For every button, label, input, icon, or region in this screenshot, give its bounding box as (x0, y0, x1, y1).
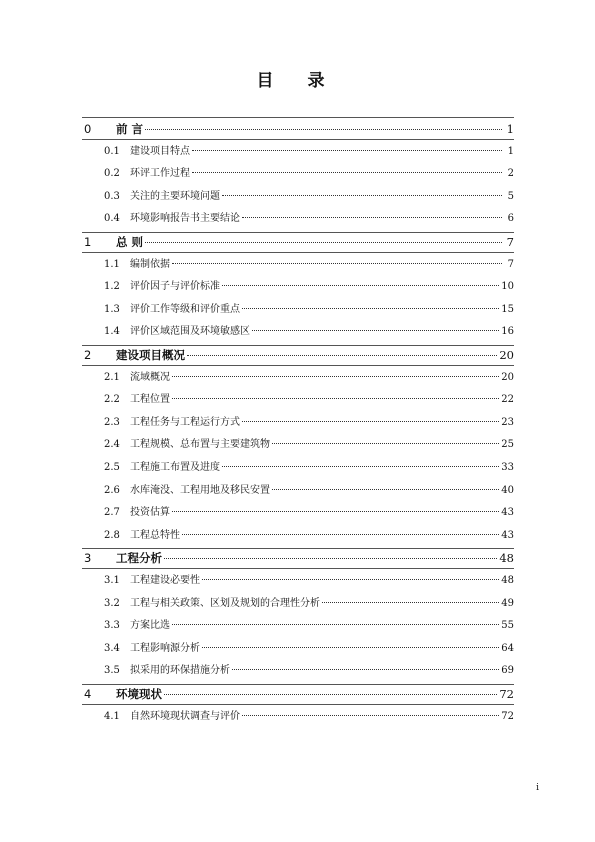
toc-entry-number: 2.6 (104, 484, 120, 496)
dot-leader (192, 150, 502, 151)
toc-section-entry[interactable] (104, 596, 514, 612)
toc-entry-number: 0.3 (104, 190, 120, 202)
dot-leader (232, 669, 499, 670)
toc-entry-title: 自然环境现状调查与评价 (130, 710, 240, 722)
toc-section-entry[interactable] (104, 528, 514, 544)
toc-entry-page: 64 (501, 642, 514, 654)
toc-section-entry[interactable] (104, 641, 514, 657)
dot-leader (272, 443, 499, 444)
toc-section-entry[interactable] (104, 437, 514, 453)
chapter-divider (82, 139, 514, 140)
toc-entry-title: 水库淹没、工程用地及移民安置 (130, 484, 270, 496)
toc-entry-page: 6 (507, 213, 514, 225)
top-rule (82, 117, 514, 118)
toc-entry-title: 工程位置 (130, 394, 170, 406)
dot-leader (145, 129, 502, 130)
dot-leader (164, 558, 497, 559)
toc-chapter-entry[interactable] (84, 347, 514, 363)
toc-entry-title: 工程施工布置及进度 (130, 462, 220, 473)
toc-entry-page: 69 (501, 665, 514, 677)
toc-section-entry[interactable] (104, 505, 514, 521)
toc-section-entry[interactable] (104, 460, 514, 476)
toc-entry-title: 工程影响源分析 (130, 642, 200, 654)
toc-entry-page: 10 (501, 281, 514, 293)
dot-leader (192, 172, 502, 173)
dot-leader (172, 511, 499, 512)
page-number: i (536, 783, 539, 793)
toc-section-entry[interactable] (104, 573, 514, 589)
toc-entry-title: 评价区域范围及环境敏感区 (130, 326, 250, 338)
toc-section-entry[interactable] (104, 257, 514, 273)
toc-entry-number: 1 (84, 235, 92, 249)
dot-leader (322, 602, 499, 603)
toc-entry-number: 1.4 (104, 326, 120, 338)
dot-leader (172, 624, 499, 625)
dot-leader (222, 285, 499, 286)
toc-entry-title: 评价因子与评价标准 (130, 281, 220, 293)
toc-entry-number: 4 (84, 687, 92, 701)
toc-entry-title: 评价工作等级和评价重点 (130, 303, 240, 315)
toc-entry-number: 2.2 (104, 394, 120, 406)
toc-entry-number: 3.4 (104, 642, 120, 654)
toc-section-entry[interactable] (104, 279, 514, 295)
toc-section-entry[interactable] (104, 392, 514, 408)
toc-chapter-entry[interactable] (84, 550, 514, 566)
toc-entry-title: 编制依据 (130, 258, 170, 270)
toc-entry-title: 建设项目概况 (116, 348, 185, 362)
toc-section-entry[interactable] (104, 189, 514, 205)
toc-entry-page: 20 (501, 371, 514, 383)
toc-section-entry[interactable] (104, 663, 514, 679)
dot-leader (145, 242, 502, 243)
toc-entry-title: 流域概况 (130, 371, 170, 383)
chapter-divider (82, 548, 514, 549)
toc-section-entry[interactable] (104, 618, 514, 634)
dot-leader (202, 579, 499, 580)
toc-entry-title: 工程总特性 (130, 529, 180, 541)
toc-entry-page: 48 (499, 551, 514, 566)
toc-entry-page: 2 (507, 168, 514, 180)
dot-leader (182, 534, 499, 535)
toc-entry-number: 2 (84, 348, 92, 362)
toc-entry-number: 2.4 (104, 439, 120, 451)
page-title: 目 录 (256, 71, 339, 91)
toc-entry-page: 49 (501, 597, 514, 609)
toc-entry-number: 2.3 (104, 416, 120, 428)
toc-entry-page: 16 (501, 326, 514, 338)
chapter-divider (82, 365, 514, 366)
chapter-divider (82, 252, 514, 253)
toc-entry-number: 2.8 (104, 529, 120, 541)
toc-entry-title: 投资估算 (130, 507, 170, 519)
dot-leader (202, 647, 499, 648)
toc-section-entry[interactable] (104, 370, 514, 386)
toc-entry-number: 1.2 (104, 281, 120, 293)
toc-entry-title: 前 言 (116, 122, 144, 136)
chapter-divider (82, 232, 514, 233)
dot-leader (272, 489, 499, 490)
toc-entry-title: 环境影响报告书主要结论 (130, 213, 240, 225)
toc-entry-number: 3.2 (104, 597, 120, 609)
chapter-divider (82, 704, 514, 705)
toc-entry-page: 55 (501, 620, 514, 632)
toc-chapter-entry[interactable] (84, 121, 514, 137)
toc-entry-title: 关注的主要环境问题 (130, 190, 220, 202)
toc-section-entry[interactable] (104, 166, 514, 182)
toc-entry-page: 43 (501, 507, 514, 519)
toc-entry-number: 0.2 (104, 168, 120, 180)
toc-entry-page: 33 (501, 462, 514, 473)
toc-entry-number: 0.1 (104, 145, 120, 157)
toc-entry-number: 3.3 (104, 620, 120, 632)
toc-entry-title: 工程任务与工程运行方式 (130, 416, 240, 428)
dot-leader (187, 355, 497, 356)
toc-section-entry[interactable] (104, 211, 514, 227)
toc-entry-title: 环评工作过程 (130, 168, 190, 180)
toc-entry-page: 7 (506, 235, 514, 249)
dot-leader (242, 421, 499, 422)
toc-entry-title: 工程建设必要性 (130, 575, 200, 586)
toc-chapter-entry[interactable] (84, 234, 514, 250)
dot-leader (172, 263, 502, 264)
toc-entry-title: 建设项目特点 (130, 145, 190, 157)
toc-entry-number: 3 (84, 551, 92, 566)
toc-section-entry[interactable] (104, 144, 514, 160)
toc-entry-title: 环境现状 (116, 687, 162, 701)
chapter-divider (82, 345, 514, 346)
toc-entry-page: 43 (501, 529, 514, 541)
toc-entry-page: 23 (501, 416, 514, 428)
toc-entry-title: 工程与相关政策、区划及规划的合理性分析 (130, 597, 320, 609)
dot-leader (242, 217, 502, 218)
chapter-divider (82, 684, 514, 685)
toc-entry-page: 48 (501, 575, 514, 586)
dot-leader (242, 308, 499, 309)
dot-leader (222, 466, 499, 467)
toc-entry-page: 1 (507, 145, 514, 157)
toc-section-entry[interactable] (104, 415, 514, 431)
chapter-divider (82, 568, 514, 569)
toc-section-entry[interactable] (104, 483, 514, 499)
toc-entry-title: 工程规模、总布置与主要建筑物 (130, 439, 270, 451)
toc-entry-number: 1.1 (104, 258, 120, 270)
toc-entry-title: 方案比选 (130, 620, 170, 632)
toc-entry-number: 0.4 (104, 213, 120, 225)
toc-entry-page: 22 (501, 394, 514, 406)
toc-entry-page: 40 (501, 484, 514, 496)
dot-leader (242, 715, 499, 716)
toc-entry-number: 3.5 (104, 665, 120, 677)
toc-entry-number: 0 (84, 122, 92, 136)
toc-entry-number: 3.1 (104, 575, 120, 586)
toc-entry-page: 7 (507, 258, 514, 270)
toc-section-entry[interactable] (104, 302, 514, 318)
toc-entry-page: 15 (501, 303, 514, 315)
toc-entry-number: 1.3 (104, 303, 120, 315)
toc-entry-page: 72 (499, 687, 514, 701)
toc-section-entry[interactable] (104, 324, 514, 340)
dot-leader (222, 195, 502, 196)
dot-leader (252, 330, 499, 331)
toc-entry-page: 72 (501, 710, 514, 722)
dot-leader (172, 398, 499, 399)
toc-entry-number: 2.1 (104, 371, 120, 383)
toc-entry-title: 总 则 (116, 235, 144, 249)
toc-chapter-entry[interactable] (84, 686, 514, 702)
toc-entry-number: 2.5 (104, 462, 120, 473)
toc-entry-page: 25 (501, 439, 514, 451)
toc-section-entry[interactable] (104, 709, 514, 725)
toc-entry-title: 拟采用的环保措施分析 (130, 665, 230, 677)
toc-entry-number: 4.1 (104, 710, 120, 722)
toc-entry-title: 工程分析 (116, 551, 162, 566)
toc-entry-page: 20 (499, 348, 514, 362)
toc-entry-page: 5 (507, 190, 514, 202)
toc-entry-number: 2.7 (104, 507, 120, 519)
toc-entry-page: 1 (506, 122, 514, 136)
dot-leader (164, 694, 497, 695)
dot-leader (172, 376, 499, 377)
